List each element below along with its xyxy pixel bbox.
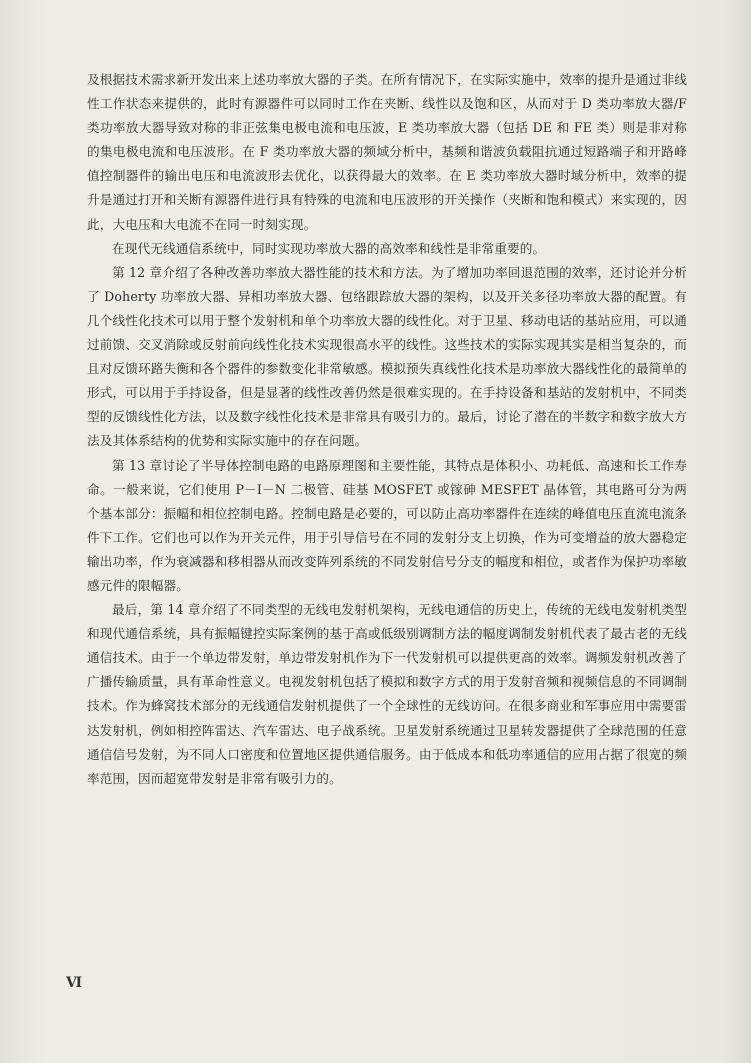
paragraph-chapter-14: 最后，第 14 章介绍了不同类型的无线电发射机架构，无线电通信的历史上，传统的无线电发射机类型和现代通信系统，具有振幅键控实际案例的基于高或低级别调制方法的幅度调制发射机代表了最古老的无线通信技术。由于一个单边带发射，单边带发射机作为下一代发射机可以提供更高的效率。调频发射机改善了广播传输质量，具有革命性意义。电视发射机包括了模拟和数字方式的用于发射音频和视频信息的不同调制技术。作为蜂窝技术部分的无线通信发射机提供了一个全球性的无线访问。在很多商业和军事应用中需要雷达发射机，例如相控阵雷达、汽车雷达、电子战系统。卫星发射系统通过卫星转发器提供了全球范围的任意通信信号发射，为不同人口密度和位置地区提供通信服务。由于低成本和低功率通信的应用占据了很宽的频率范围，因而超宽带发射是非常有吸引力的。: [87, 602, 687, 786]
paragraph-chapter-12: 第 12 章介绍了各种改善功率放大器性能的技术和方法。为了增加功率回退范围的效率，还讨论并分析了 Doherty 功率放大器、异相功率放大器、包络跟踪放大器的架构，以及开关多径功率放大器的配置。有几个线性化技术可以用于整个发射机和单个功率放大器的线性化。对于卫星、移动电话的基站应用，可以通过前馈、交叉消除或反射前向线性化技术实现很高水平的线性。这些技术的实际实现其实是相当复杂的，而且对反馈环路失衡和各个器件的参数变化非常敏感。模拟预失真线性化技术是功率放大器线性化的最简单的形式，可以用于手持设备，但是显著的线性改善仍然是很难实现的。在手持设备和基站的发射机中，不同类型的反馈线性化方法，以及数字线性化技术是非常具有吸引力的。最后，讨论了潜在的半数字和数字放大方法及其体系结构的优势和实际实施中的存在问题。: [87, 264, 687, 449]
paragraph-modern-systems: 在现代无线通信系统中，同时实现功率放大器的高效率和线性是非常重要的。: [112, 240, 546, 256]
paragraph-chapter-13: 第 13 章讨论了半导体控制电路的电路原理图和主要性能，其特点是体积小、功耗低、高速和长工作寿命。一般来说，它们使用 P－I－N 二极管、硅基 MOSFET 或镓砷 MESFET 晶体管，其电路可分为两个基本部分：振幅和相位控制电路。控制电路是必要的，可以防止高功率器件在连续的峰值电压直流电流条件下工作。它们也可以作为开关元件，用于引导信号在不同的发射分支上切换，作为可变增益的放大器稳定输出功率，作为衰减器和移相器从而改变阵列系统的不同发射信号分支的幅度和相位，或者作为保护功率敏感元件的限幅器。: [87, 457, 687, 593]
body-text: [87, 68, 687, 791]
paragraph-continued: 及根据技术需求新开发出来上述功率放大器的子类。在所有情况下，在实际实施中，效率的提升是通过非线性工作状态来提供的，此时有源器件可以同时工作在夹断、线性以及饱和区，从而对于 D 类功率放大器/F 类功率放大器导致对称的非正弦集电极电流和电压波，E 类功率放大器（包括 DE 和 FE 类）则是非对称的集电极电流和电压波形。在 F 类功率放大器的频域分析中，基频和谐波负载阻抗通过短路端子和开路峰值控制器件的输出电压和电流波形去优化，以获得最大的效率。在 E 类功率放大器时域分析中，效率的提升是通过打开和关断有源器件进行具有特殊的电流和电压波形的开关操作（夹断和饱和模式）来实现的，因此，大电压和大电流不在同一时刻实现。: [87, 72, 687, 232]
page-number: Ⅵ: [66, 975, 83, 991]
